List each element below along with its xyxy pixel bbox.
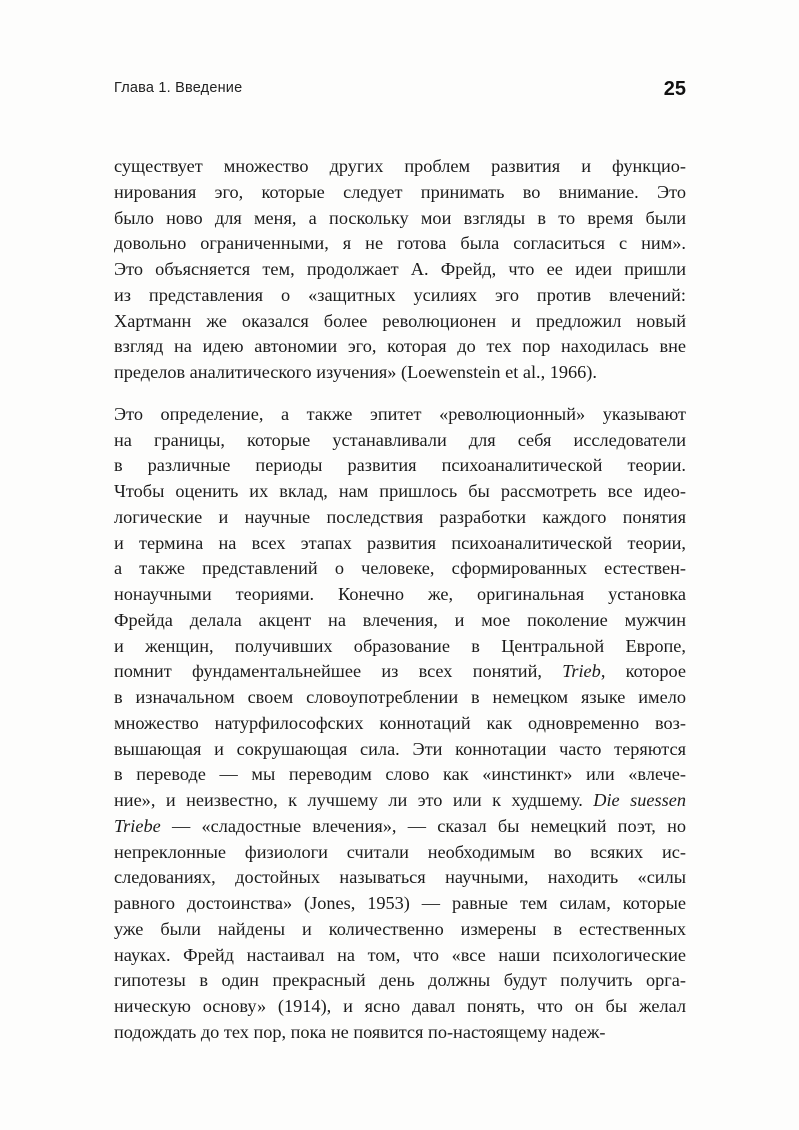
- text-line: нонаучными теориями. Конечно же, оригинальная установка: [114, 584, 686, 604]
- text-line: Хартманн же оказался более революционен и предложил новый: [114, 310, 686, 331]
- text-line: из представления о «защитных усилиях эго против влечений:: [114, 284, 686, 305]
- text-line: ническую основу» (1914), и ясно давал понять, что он бы желал: [114, 996, 686, 1016]
- text-line: подождать до тех пор, пока не появится по-настоящему надеж-: [114, 1021, 606, 1042]
- text-line: Triebe — «сладостные влечения», — сказал бы немецкий поэт, но: [114, 815, 686, 836]
- text-line: и термина на всех этапах развития психоаналитической теории,: [114, 532, 686, 553]
- text-line: науках. Фрейд настаивал на том, что «все наши психологические: [114, 944, 686, 965]
- text-line: множество натурфилософских коннотаций как одновременно воз-: [114, 712, 686, 733]
- text-line: было ново для меня, а поскольку мои взгляды в то время были: [114, 207, 686, 228]
- paragraph: [114, 402, 686, 1046]
- text-line: следованиях, достойных называться научными, находить «силы: [114, 867, 686, 888]
- text-line: равного достоинства» (Jones, 1953) — равные тем силам, которые: [114, 893, 686, 913]
- text-line: нирования эго, которые следует принимать во внимание. Это: [114, 181, 686, 202]
- text-line: гипотезы в один прекрасный день должны будут получить орга-: [114, 970, 686, 991]
- text-line: в переводе — мы переводим слово как «инстинкт» или «влече-: [114, 764, 686, 785]
- text-line: а также представлений о человеке, сформированных естествен-: [114, 558, 686, 579]
- text-line: в изначальном своем словоупотреблении в немецком языке имело: [114, 687, 686, 707]
- text-line: на границы, которые устанавливали для себя исследователи: [114, 429, 686, 450]
- page-number: 25: [663, 78, 686, 100]
- text-line: Это объясняется тем, продолжает А. Фрейд, что ее идеи пришли: [114, 259, 686, 279]
- text-line: непреклонные физиологи считали необходимым во всяких ис-: [114, 841, 686, 862]
- text-line: вышающая и сокрушающая сила. Эти коннотации часто теряются: [114, 738, 686, 759]
- text-line: Чтобы оценить их вклад, нам пришлось бы рассмотреть все идео-: [114, 481, 686, 501]
- text-line: помнит фундаментальнейшее из всех понятий, Trieb, которое: [114, 661, 686, 682]
- text-line: пределов аналитического изучения» (Loewenstein et al., 1966).: [114, 362, 597, 382]
- text-line: взгляд на идею автономии эго, которая до тех пор находилась вне: [114, 336, 686, 357]
- text-line: довольно ограниченными, я не готова была согласиться с ним».: [114, 233, 686, 254]
- paragraph: [114, 154, 686, 386]
- text-line: существует множество других проблем развития и функцио-: [114, 156, 686, 176]
- text-line: ние», и неизвестно, к лучшему ли это или к худшему. Die suessen: [114, 790, 686, 810]
- text-line: и женщин, получивших образование в Центральной Европе,: [114, 635, 686, 656]
- text-line: Это определение, а также эпитет «революционный» указывают: [114, 403, 686, 424]
- text-line: уже были найдены и количественно измерены в естественных: [114, 918, 686, 939]
- text-line: Фрейда делала акцент на влечения, и мое поколение мужчин: [114, 609, 686, 630]
- text-line: логические и научные последствия разработки каждого понятия: [114, 506, 686, 527]
- chapter-title: Глава 1. Введение: [114, 80, 243, 96]
- text-line: в различные периоды развития психоаналитической теории.: [114, 455, 686, 476]
- running-header: [114, 78, 686, 104]
- body-text: [114, 154, 686, 1046]
